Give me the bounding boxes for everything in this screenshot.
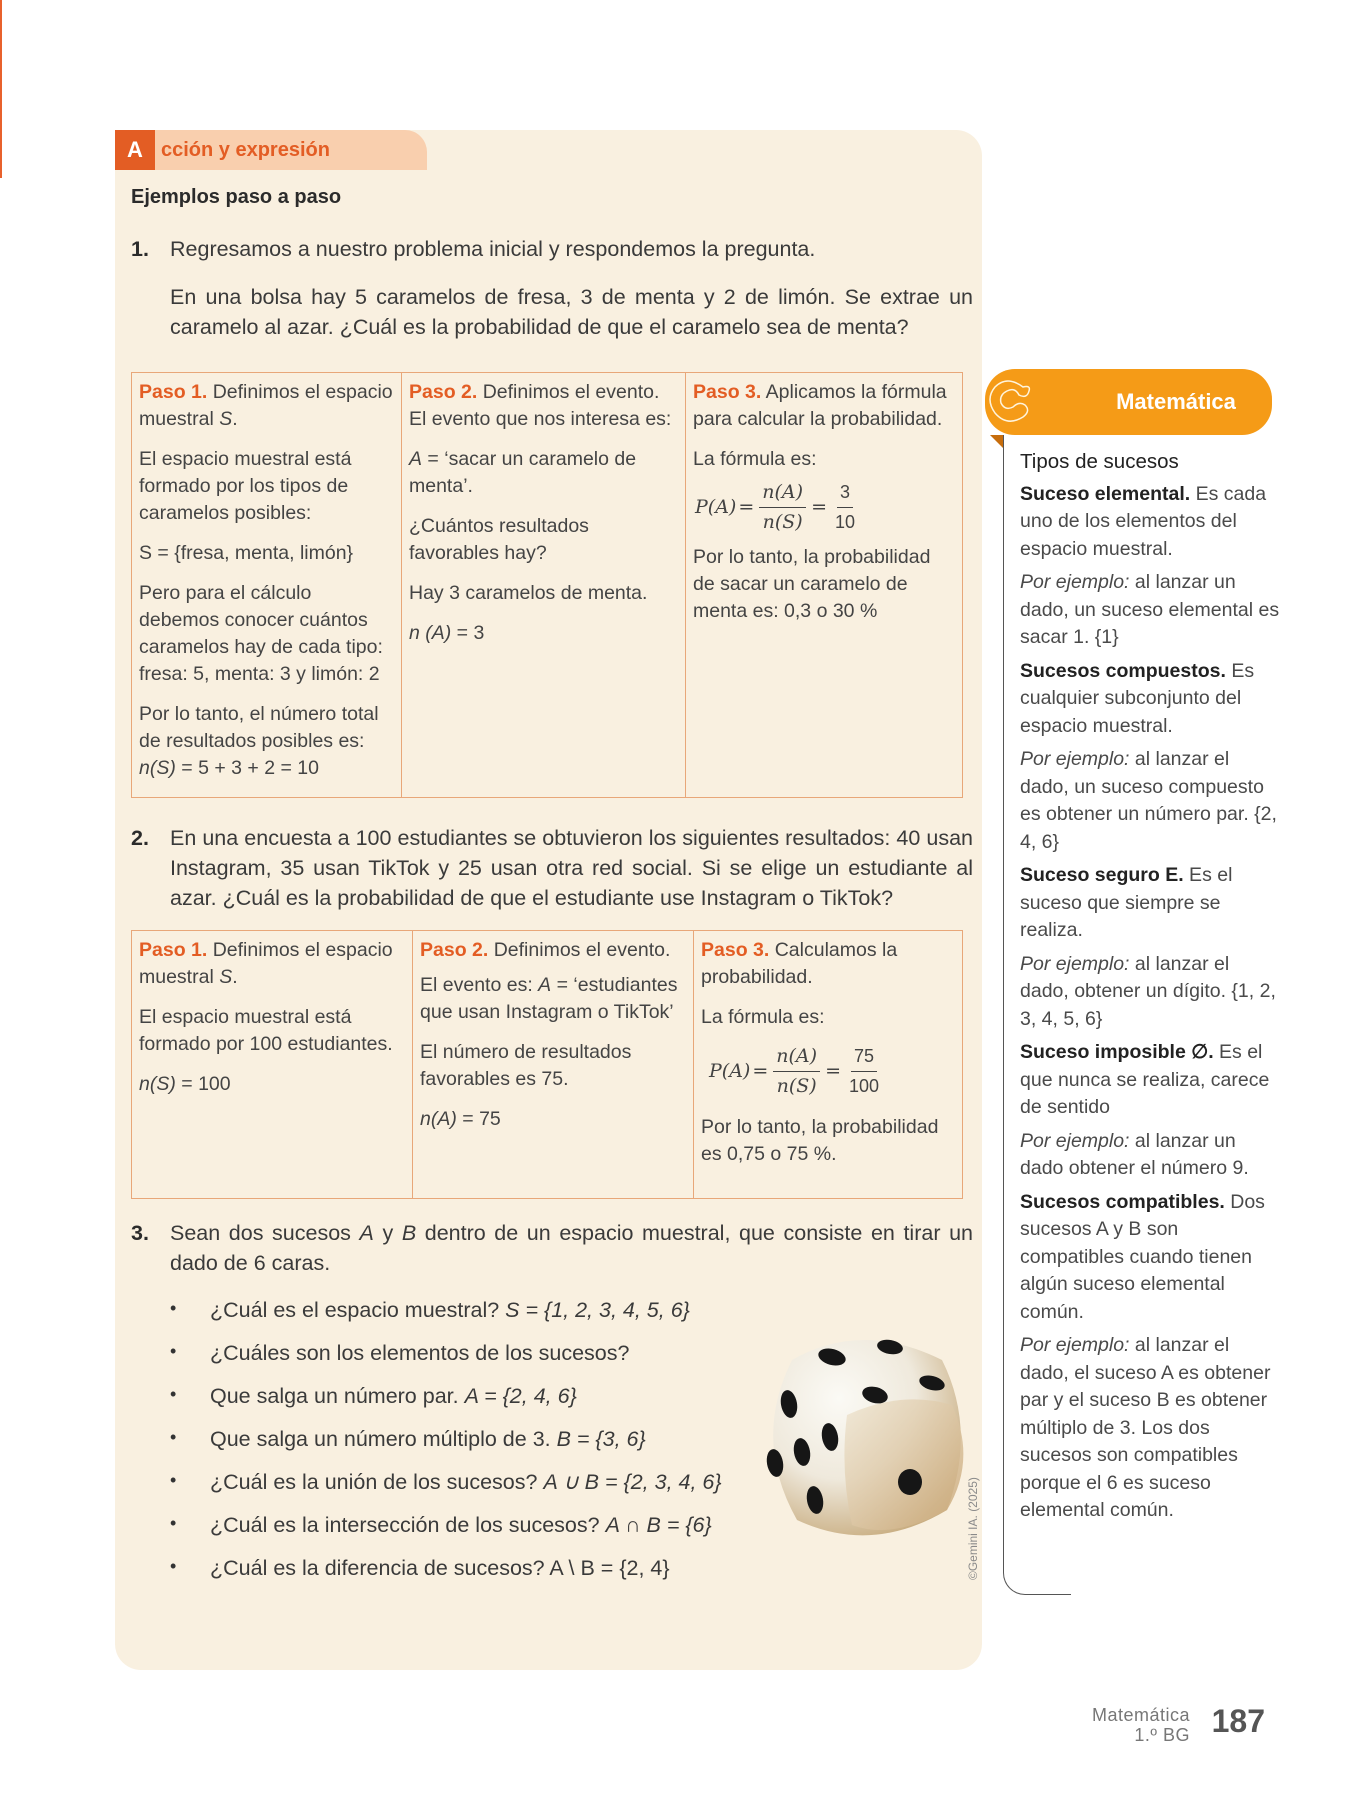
sidebar-c-logo-icon: [985, 377, 1037, 427]
math-var: n(S): [139, 1073, 176, 1095]
example-label: Por ejemplo:: [1020, 571, 1130, 593]
problem-text: Sean dos sucesos: [170, 1221, 360, 1245]
list-item: [170, 1427, 722, 1470]
list-item: [170, 1556, 722, 1599]
page-footer: [1040, 1705, 1270, 1755]
list-item: [170, 1513, 722, 1556]
formula-numerator: n(A): [759, 479, 806, 508]
step-title: Definimos el espacio muestral: [139, 381, 393, 430]
step-label: Paso 2.: [409, 381, 478, 403]
definition-text: Es el suceso que siempre se realiza.: [1020, 864, 1233, 941]
event-def: = ‘sacar un caramelo de menta’.: [409, 448, 637, 497]
definition-text: Es el que nunca se realiza, carece de sentido: [1020, 1041, 1270, 1118]
definition: [1020, 1189, 1280, 1327]
step-1-cell: [132, 931, 413, 1199]
step-2-cell: [413, 931, 694, 1199]
problem-2: [131, 823, 973, 913]
example: [1020, 569, 1280, 652]
dice-image: [752, 1320, 972, 1550]
answer-math: S = {1, 2, 3, 4, 5, 6}: [505, 1298, 690, 1322]
step-text: El evento es:: [420, 974, 539, 996]
step-text: Por lo tanto, el número total de resultados posibles es:: [139, 703, 379, 752]
example-label: Por ejemplo:: [1020, 1334, 1130, 1356]
example-label: Por ejemplo:: [1020, 1129, 1130, 1152]
example-text: al lanzar el dado, un suceso compuesto es obtener un número par. {2, 4, 6}: [1020, 748, 1277, 853]
value-numerator: 3: [837, 479, 853, 508]
example-label: Por ejemplo:: [1020, 748, 1130, 770]
step-title: Definimos el evento.: [488, 939, 671, 961]
term: Suceso elemental.: [1020, 482, 1191, 505]
step-text: El espacio muestral está formado por los tipos de caramelos posibles:: [139, 448, 352, 524]
math-var: S: [219, 408, 233, 430]
answer-math: A = {2, 4, 6}: [464, 1384, 577, 1408]
formula-lhs: P(A): [709, 1060, 751, 1082]
step-label: Paso 2.: [420, 939, 489, 961]
step-label: Paso 1.: [139, 939, 208, 961]
problem-statement: En una bolsa hay 5 caramelos de fresa, 3 de menta y 2 de limón. Se extrae un caramelo al azar. ¿Cuál es la probabilidad de que el caramelo sea de menta?: [170, 285, 973, 339]
question-list: [170, 1298, 722, 1599]
step-text: Hay 3 caramelos de menta.: [409, 582, 648, 604]
step-title: Calculamos la probabilidad.: [701, 939, 898, 988]
math-result: = 100: [175, 1073, 231, 1095]
math-var: A: [359, 1221, 374, 1245]
math-var: S: [219, 966, 233, 988]
answer-math: A ∩ B = {6}: [605, 1513, 712, 1537]
sample-space: S = {fresa, menta, limón}: [139, 542, 354, 564]
step-2-cell: [402, 373, 686, 798]
question-text: ¿Cuáles son los elementos de los sucesos?: [210, 1341, 630, 1365]
problem-1: [131, 234, 973, 342]
probability-formula: P(A) = $\frac{n(A)}{n(S)}$ = $\frac{3}{10}$: [695, 479, 955, 536]
math-result: = 75: [456, 1108, 501, 1130]
page-number: 187: [1211, 1703, 1265, 1739]
problem-number: 3.: [131, 1221, 149, 1245]
subject-name: Matemática: [1091, 1705, 1190, 1725]
math-var: n(A): [420, 1108, 457, 1130]
page-edge-accent-line: [0, 0, 2, 178]
problem-intro: Regresamos a nuestro problema inicial y respondemos la pregunta.: [170, 237, 816, 261]
term: Suceso imposible ∅.: [1020, 1041, 1214, 1063]
footer-subject: [1092, 1705, 1190, 1745]
problem-number: 1.: [131, 237, 149, 261]
problem-number: 2.: [131, 826, 149, 850]
problem-3: [131, 1218, 973, 1278]
formula-denominator: n(S): [762, 511, 803, 533]
step-text: Pero para el cálculo debemos conocer cuántos caramelos hay de cada tipo: fresa: 5, menta: 3 y limón: 2: [139, 582, 383, 685]
math-var: B: [401, 1221, 417, 1245]
question-text: ¿Cuál es la intersección de los sucesos?: [210, 1513, 606, 1537]
sidebar-tab: [985, 369, 1272, 435]
math-result: = 5 + 3 + 2 = 10: [175, 757, 319, 779]
step-label: Paso 3.: [693, 381, 762, 403]
answer-math: B = {3, 6}: [556, 1427, 646, 1451]
step-title: Definimos el evento. El evento que nos interesa es:: [409, 381, 672, 430]
step-label: Paso 1.: [139, 381, 208, 403]
answer-math: A \ B = {2, 4}: [549, 1556, 670, 1580]
question-text: ¿Cuál es el espacio muestral?: [210, 1298, 506, 1322]
math-var: n(S): [139, 757, 176, 779]
step-title: Aplicamos la fórmula para calcular la probabilidad.: [693, 381, 947, 430]
example: [1020, 746, 1280, 856]
definition: [1020, 658, 1280, 741]
example-text: al lanzar un dado obtener el número 9.: [1020, 1129, 1249, 1179]
sidebar-heading: Tipos de sucesos: [1020, 450, 1179, 473]
step-text: ¿Cuántos resultados favorables hay?: [409, 515, 589, 564]
punct: .: [232, 408, 238, 430]
image-credit: ©Gemini IA. (2025): [966, 1477, 980, 1580]
punct: .: [232, 966, 238, 988]
step-result: Por lo tanto, la probabilidad de sacar un caramelo de menta es: 0,3 o 30 %: [693, 546, 931, 622]
example-text: al lanzar el dado, el suceso A es obtener par y el suceso B es obtener múltiplo de 3. Los dos sucesos son compatibles porque el 6 es suceso elemental común.: [1020, 1334, 1271, 1521]
definition: [1020, 481, 1280, 564]
example: [1020, 1128, 1280, 1183]
math-result: = 3: [451, 622, 485, 644]
problem-statement: En una encuesta a 100 estudiantes se obtuvieron los siguientes resultados: 40 usan Instagram, 35 usan TikTok y 25 usan otra red social. Si se elige un estudiante al azar. ¿Cuál es la probabilidad de que el estudiante use Instagram o TikTok?: [170, 826, 973, 910]
math-var: A: [409, 448, 423, 470]
section-label: cción y expresión: [161, 138, 330, 161]
example-text: al lanzar el dado, obtener un dígito. {1, 2, 3, 4, 5, 6}: [1020, 952, 1276, 1030]
step-1-cell: [132, 373, 402, 798]
example-label: Por ejemplo:: [1020, 952, 1130, 975]
example-text: al lanzar un dado, un suceso elemental es sacar 1. {1}: [1020, 571, 1280, 648]
problem-text: y: [373, 1221, 402, 1245]
value-denominator: 100: [848, 1076, 880, 1096]
definition-text: Es cada uno de los elementos del espacio muestral.: [1020, 482, 1267, 560]
question-text: Que salga un número par.: [210, 1384, 465, 1408]
step-text: El espacio muestral está formado por 100 estudiantes.: [139, 1006, 393, 1055]
list-item: [170, 1384, 722, 1427]
definition: [1020, 1039, 1280, 1122]
list-item: [170, 1341, 722, 1384]
term: Sucesos compuestos.: [1020, 659, 1226, 682]
math-var: A: [538, 974, 552, 996]
question-text: ¿Cuál es la unión de los sucesos?: [210, 1470, 544, 1494]
term: Suceso seguro E.: [1020, 864, 1184, 886]
step-3-cell: [686, 373, 963, 798]
formula-numerator: n(A): [773, 1043, 820, 1072]
grade-level: 1.º BG: [1134, 1725, 1190, 1745]
list-item: [170, 1470, 722, 1513]
step-3-cell: [694, 931, 963, 1199]
steps-table-1: [131, 372, 963, 798]
definition: [1020, 862, 1280, 945]
probability-formula: P(A) = $\frac{n(A)}{n(S)}$ = $\frac{75}{100}$: [709, 1043, 955, 1100]
event-def: = ‘estudiantes que usan Instagram o TikTok’: [420, 974, 678, 1023]
definition-text: Es cualquier subconjunto del espacio muestral.: [1020, 659, 1255, 737]
step-text: La fórmula es:: [701, 1006, 825, 1028]
steps-table-2: [131, 930, 963, 1199]
step-text: El número de resultados favorables es 75.: [420, 1041, 632, 1090]
list-item: [170, 1298, 722, 1341]
example: [1020, 1332, 1280, 1525]
formula-lhs: P(A): [695, 496, 737, 518]
sidebar-content: [1020, 448, 1280, 1531]
step-text: La fórmula es:: [693, 448, 817, 470]
subtitle: Ejemplos paso a paso: [131, 186, 342, 208]
step-label: Paso 3.: [701, 939, 770, 961]
step-title: Definimos el espacio muestral: [139, 939, 393, 988]
term: Sucesos compatibles.: [1020, 1190, 1225, 1213]
value-numerator: 75: [851, 1043, 877, 1072]
section-tab: [115, 130, 427, 170]
problem-text: dentro de un espacio muestral, que consiste en tirar un dado de 6 caras.: [170, 1221, 973, 1275]
definition-text: Dos sucesos A y B son compatibles cuando tienen algún suceso elemental común.: [1020, 1190, 1265, 1323]
math-var: n (A): [409, 622, 452, 644]
value-denominator: 10: [834, 512, 856, 532]
answer-math: A ∪ B = {2, 3, 4, 6}: [543, 1470, 722, 1494]
question-text: Que salga un número múltiplo de 3.: [210, 1427, 557, 1451]
formula-denominator: n(S): [776, 1075, 817, 1097]
sidebar-title: Matemática: [1116, 389, 1236, 414]
sidebar-fold: [990, 435, 1004, 449]
step-result: Por lo tanto, la probabilidad es 0,75 o 75 %.: [701, 1116, 939, 1165]
example: [1020, 951, 1280, 1034]
question-text: ¿Cuál es la diferencia de sucesos?: [210, 1556, 550, 1580]
section-letter: A: [115, 130, 155, 170]
